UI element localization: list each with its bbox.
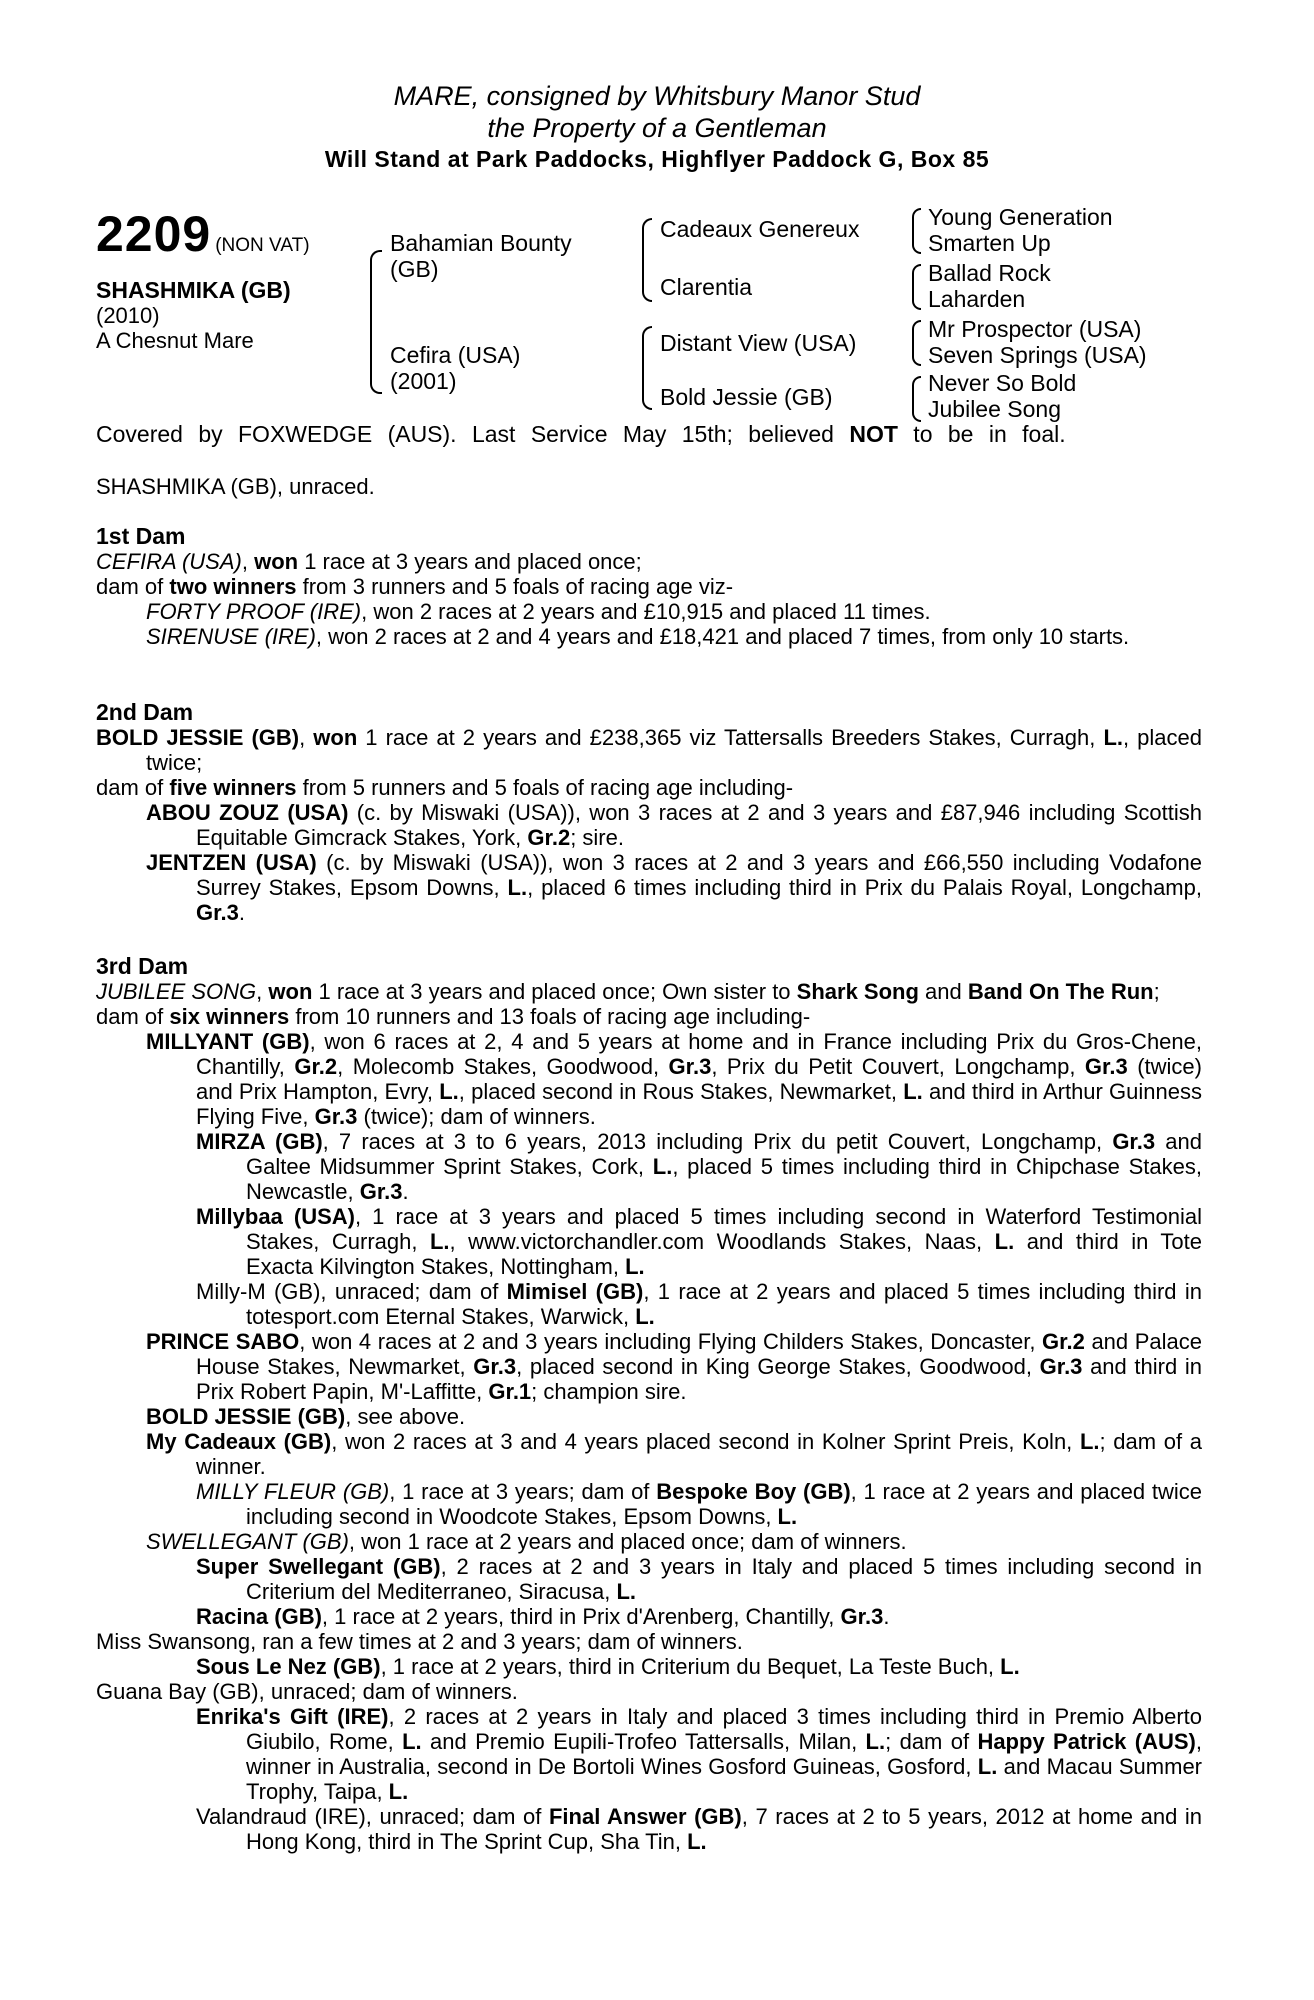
first-dam-record: CEFIRA (USA), won 1 race at 3 years and placed once; (96, 549, 642, 574)
first-dam-produce: dam of two winners from 3 runners and 5 foals of racing age viz- (96, 574, 734, 599)
ped-sire-sire: Cadeaux Genereux (660, 216, 860, 242)
covered-text: Covered by FOXWEDGE (AUS). Last Service May 15th; believed (96, 421, 850, 447)
covered-not: NOT (849, 421, 898, 447)
list-item: Valandraud (IRE), unraced; dam of Final Answer (GB), 7 races at 2 to 5 years, 2012 at home and in Hong Kong, third in The Sprint Cup, Sha Tin, L. (196, 1804, 1202, 1854)
vat-status: (NON VAT) (215, 235, 310, 256)
list-item: My Cadeaux (GB), won 2 races at 3 and 4 years placed second in Kolner Sprint Preis, Koln, L.; dam of a winner. (146, 1429, 1202, 1479)
unraced-line: SHASHMIKA (GB), unraced. (96, 474, 375, 499)
ped-dsd: Seven Springs (USA) (928, 342, 1147, 368)
third-dam-heading: 3rd Dam (96, 953, 189, 979)
pedigree-bracket (642, 218, 652, 302)
foaling-year: (2010) (96, 303, 160, 328)
ped-sire: Bahamian Bounty (390, 230, 572, 256)
ped-sire-suffix: (GB) (390, 256, 439, 282)
ped-sds: Ballad Rock (928, 260, 1051, 286)
ped-dds: Never So Bold (928, 370, 1077, 396)
header-consignor: MARE, consigned by Whitsbury Manor Stud (393, 81, 921, 111)
list-item: FORTY PROOF (IRE), won 2 races at 2 years and £10,915 and placed 11 times. (146, 599, 931, 624)
list-item: MILLY FLEUR (GB), 1 race at 3 years; dam of Bespoke Boy (GB), 1 race at 2 years and placed twice including second in Woodcote Stakes, Epsom Downs, L. (196, 1479, 1202, 1529)
list-item: Racina (GB), 1 race at 2 years, third in Prix d'Arenberg, Chantilly, Gr.3. (196, 1604, 890, 1629)
third-dam-record: JUBILEE SONG, won 1 race at 3 years and placed once; Own sister to Shark Song and Band On The Run; (96, 979, 1160, 1004)
ped-sdd: Laharden (928, 286, 1026, 312)
list-item: PRINCE SABO, won 4 races at 2 and 3 years including Flying Childers Stakes, Doncaster, Gr.2 and Palace House Stakes, Newmarket, Gr.3, placed second in King George Stakes, Goodwood, Gr.3 and third in Prix Robert Papin, M'-Laffitte, Gr.1; champion sire. (146, 1329, 1203, 1404)
lot-number: 2209 (96, 206, 212, 262)
ped-dam-year: (2001) (390, 368, 457, 394)
ped-ssd: Smarten Up (928, 230, 1051, 256)
list-item: BOLD JESSIE (GB), see above. (146, 1404, 466, 1429)
list-item: SWELLEGANT (GB), won 1 race at 2 years and placed once; dam of winners. (146, 1529, 907, 1554)
ped-sss: Young Generation (928, 204, 1113, 230)
ped-dam-sire: Distant View (USA) (660, 330, 857, 356)
lot-info (96, 208, 310, 353)
ped-ddd: Jubilee Song (928, 396, 1061, 422)
second-dam-record: BOLD JESSIE (GB), won 1 race at 2 years and £238,365 viz Tattersalls Breeders Stakes, Curragh, L., placed twice; (96, 725, 1202, 775)
third-dam-produce: dam of six winners from 10 runners and 13 foals of racing age including- (96, 1004, 811, 1029)
horse-name: SHASHMIKA (GB) (96, 277, 291, 303)
ped-dss: Mr Prospector (USA) (928, 316, 1142, 342)
first-dam-section (96, 524, 1202, 649)
second-dam-produce: dam of five winners from 5 runners and 5 foals of racing age including- (96, 775, 794, 800)
covered-text-end: to be in foal. (897, 421, 1066, 447)
pedigree-bracket (912, 208, 921, 254)
pedigree-bracket (370, 250, 382, 394)
third-dam-section (96, 954, 1202, 1854)
list-item: SIRENUSE (IRE), won 2 races at 2 and 4 years and £18,421 and placed 7 times, from only 10 starts. (146, 624, 1130, 649)
list-item: JENTZEN (USA) (c. by Miswaki (USA)), won 3 races at 2 and 3 years and £66,550 including Vodafone Surrey Stakes, Epsom Downs, L., placed 6 times including third in Prix du Palais Royal, Longchamp, Gr.3. (146, 850, 1202, 925)
catalogue-header (0, 80, 1314, 174)
covering-status (96, 422, 1202, 447)
second-dam-heading: 2nd Dam (96, 699, 194, 725)
list-item: Millybaa (USA), 1 race at 3 years and placed 5 times including second in Waterford Testimonial Stakes, Curragh, L., www.victorchandler.com Woodlands Stakes, Naas, L. and third in Tote Exacta Kilvington Stakes, Nottingham, L. (196, 1204, 1203, 1279)
pedigree-bracket (912, 376, 921, 422)
list-item: MIRZA (GB), 7 races at 3 to 6 years, 2013 including Prix du petit Couvert, Longchamp, Gr.3 and Galtee Midsummer Sprint Stakes, Cork, L., placed 5 times including third in Chipchase Stakes, Newcastle, Gr.3. (196, 1129, 1203, 1204)
header-location: Will Stand at Park Paddocks, Highflyer Paddock G, Box 85 (324, 146, 990, 172)
horse-description: A Chesnut Mare (96, 328, 254, 353)
list-item: Super Swellegant (GB), 2 races at 2 and 3 years in Italy and placed 5 times including second in Criterium del Mediterraneo, Siracusa, L. (196, 1554, 1202, 1604)
pedigree-bracket (642, 326, 652, 410)
list-item: MILLYANT (GB), won 6 races at 2, 4 and 5 years at home and in France including Prix du Gros-Chene, Chantilly, Gr.2, Molecomb Stakes, Goodwood, Gr.3, Prix du Petit Couvert, Longchamp, Gr.3 (twice) and Prix Hampton, Evry, L., placed second in Rous Stakes, Newmarket, L. and third in Arthur Guinness Flying Five, Gr.3 (twice); dam of winners. (146, 1029, 1203, 1129)
ped-sire-dam: Clarentia (660, 274, 753, 300)
pedigree-bracket (912, 320, 921, 366)
header-property: the Property of a Gentleman (487, 113, 827, 143)
list-item: Milly-M (GB), unraced; dam of Mimisel (GB), 1 race at 2 years and placed 5 times including third in totesport.com Eternal Stakes, Warwick, L. (196, 1279, 1202, 1329)
list-item: Guana Bay (GB), unraced; dam of winners. (96, 1679, 518, 1704)
first-dam-heading: 1st Dam (96, 523, 186, 549)
pedigree-bracket (912, 264, 921, 310)
list-item: Sous Le Nez (GB), 1 race at 2 years, third in Criterium du Bequet, La Teste Buch, L. (196, 1654, 1020, 1679)
list-item: ABOU ZOUZ (USA) (c. by Miswaki (USA)), won 3 races at 2 and 3 years and £87,946 including Scottish Equitable Gimcrack Stakes, York, Gr.2; sire. (146, 800, 1202, 850)
list-item: Miss Swansong, ran a few times at 2 and 3 years; dam of winners. (96, 1629, 743, 1654)
second-dam-section (96, 700, 1202, 925)
list-item: Enrika's Gift (IRE), 2 races at 2 years in Italy and placed 3 times including third in Premio Alberto Giubilo, Rome, L. and Premio Eupili-Trofeo Tattersalls, Milan, L.; dam of Happy Patrick (AUS), winner in Australia, second in De Bortoli Wines Gosford Guineas, Gosford, L. and Macau Summer Trophy, Taipa, L. (196, 1704, 1203, 1804)
ped-dam: Cefira (USA) (390, 342, 521, 368)
ped-dam-dam: Bold Jessie (GB) (660, 384, 833, 410)
